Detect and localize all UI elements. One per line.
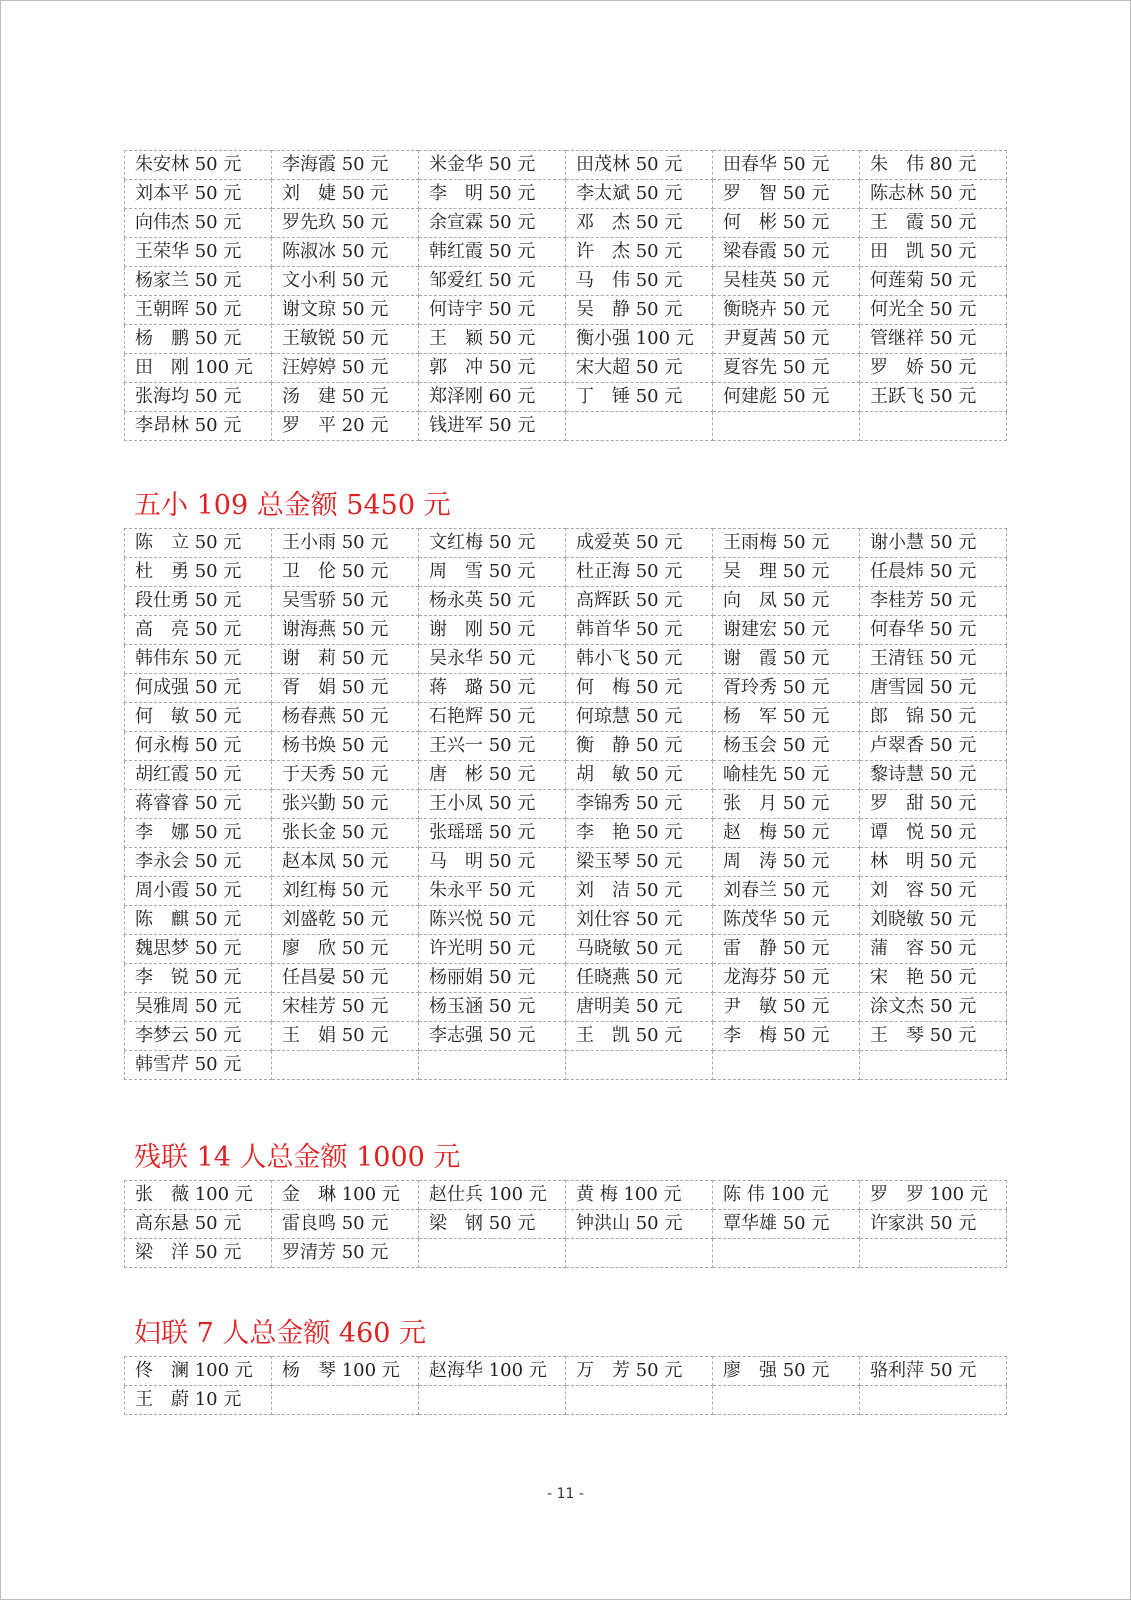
section-heading: 妇联 7 人总金额 460 元 — [134, 1318, 427, 1349]
donor-cell: 佟 澜 100 元 — [125, 1357, 272, 1386]
table-row — [125, 964, 1007, 993]
donor-cell: 马 伟 50 元 — [566, 267, 713, 296]
donor-cell: 李锦秀 50 元 — [566, 790, 713, 819]
donor-cell: 罗 智 50 元 — [713, 180, 860, 209]
donor-cell: 涂文杰 50 元 — [860, 993, 1007, 1022]
donor-cell: 金 琳 100 元 — [272, 1181, 419, 1210]
donor-cell: 覃华雄 50 元 — [713, 1210, 860, 1239]
donor-cell — [566, 1239, 713, 1268]
donor-cell: 吴桂英 50 元 — [713, 267, 860, 296]
donor-cell: 李梦云 50 元 — [125, 1022, 272, 1051]
donor-cell: 郭 冲 50 元 — [419, 354, 566, 383]
donor-cell: 吴永华 50 元 — [419, 645, 566, 674]
donor-cell: 韩首华 50 元 — [566, 616, 713, 645]
donor-cell: 谢海燕 50 元 — [272, 616, 419, 645]
donor-cell: 陈 麒 50 元 — [125, 906, 272, 935]
donor-cell: 卢翠香 50 元 — [860, 732, 1007, 761]
donor-cell: 张 薇 100 元 — [125, 1181, 272, 1210]
donor-cell: 文小利 50 元 — [272, 267, 419, 296]
donor-cell: 何琼慧 50 元 — [566, 703, 713, 732]
donor-cell: 罗 平 20 元 — [272, 412, 419, 441]
donor-cell: 王敏锐 50 元 — [272, 325, 419, 354]
donor-cell: 赵仕兵 100 元 — [419, 1181, 566, 1210]
donor-table — [124, 1356, 1007, 1415]
table-row — [125, 238, 1007, 267]
donor-cell: 宋 艳 50 元 — [860, 964, 1007, 993]
donor-cell: 邹爱红 50 元 — [419, 267, 566, 296]
donor-cell: 梁春霞 50 元 — [713, 238, 860, 267]
donor-cell: 唐雪园 50 元 — [860, 674, 1007, 703]
donor-cell: 雷良鸣 50 元 — [272, 1210, 419, 1239]
donor-cell: 廖 强 50 元 — [713, 1357, 860, 1386]
donor-cell: 赵本凤 50 元 — [272, 848, 419, 877]
donor-cell: 谢 莉 50 元 — [272, 645, 419, 674]
donor-cell: 李 明 50 元 — [419, 180, 566, 209]
donor-cell: 胥玲秀 50 元 — [713, 674, 860, 703]
donor-cell: 宋大超 50 元 — [566, 354, 713, 383]
donor-cell: 钱进军 50 元 — [419, 412, 566, 441]
donor-cell: 陈 伟 100 元 — [713, 1181, 860, 1210]
donor-cell: 李海霞 50 元 — [272, 151, 419, 180]
donor-cell: 成爱英 50 元 — [566, 529, 713, 558]
donor-cell: 王朝晖 50 元 — [125, 296, 272, 325]
section-heading: 残联 14 人总金额 1000 元 — [134, 1142, 461, 1173]
donor-cell: 王雨梅 50 元 — [713, 529, 860, 558]
donor-cell: 何光全 50 元 — [860, 296, 1007, 325]
donor-cell: 刘春兰 50 元 — [713, 877, 860, 906]
donor-cell: 何 敏 50 元 — [125, 703, 272, 732]
donor-cell: 谢建宏 50 元 — [713, 616, 860, 645]
donor-cell: 谢 刚 50 元 — [419, 616, 566, 645]
table-row — [125, 1357, 1007, 1386]
donor-cell: 田茂林 50 元 — [566, 151, 713, 180]
donor-cell: 韩伟东 50 元 — [125, 645, 272, 674]
donor-cell: 许家洪 50 元 — [860, 1210, 1007, 1239]
section-heading: 五小 109 总金额 5450 元 — [134, 490, 451, 521]
donor-section-fulian — [124, 1316, 1007, 1415]
table-row — [125, 209, 1007, 238]
donor-cell: 吴 静 50 元 — [566, 296, 713, 325]
donor-cell: 蒋睿睿 50 元 — [125, 790, 272, 819]
donor-cell: 汪婷婷 50 元 — [272, 354, 419, 383]
donor-cell: 王 娟 50 元 — [272, 1022, 419, 1051]
donor-cell: 宋桂芳 50 元 — [272, 993, 419, 1022]
donor-cell: 朱安林 50 元 — [125, 151, 272, 180]
page-number: - 11 - — [547, 1486, 584, 1502]
donor-cell: 王 蔚 10 元 — [125, 1386, 272, 1415]
donor-cell: 张长金 50 元 — [272, 819, 419, 848]
donor-cell: 马晓敏 50 元 — [566, 935, 713, 964]
donor-cell: 张 月 50 元 — [713, 790, 860, 819]
donor-cell: 王 琴 50 元 — [860, 1022, 1007, 1051]
donor-cell: 罗先玖 50 元 — [272, 209, 419, 238]
donor-cell — [419, 1051, 566, 1080]
donor-cell: 刘 婕 50 元 — [272, 180, 419, 209]
table-row — [125, 558, 1007, 587]
donor-cell: 刘盛乾 50 元 — [272, 906, 419, 935]
donor-cell: 何诗宇 50 元 — [419, 296, 566, 325]
donor-cell: 杨书焕 50 元 — [272, 732, 419, 761]
donor-cell: 李桂芳 50 元 — [860, 587, 1007, 616]
donor-cell: 黄 梅 100 元 — [566, 1181, 713, 1210]
donor-cell: 何 彬 50 元 — [713, 209, 860, 238]
donor-cell: 罗 罗 100 元 — [860, 1181, 1007, 1210]
donor-cell: 高辉跃 50 元 — [566, 587, 713, 616]
donor-cell: 卫 伦 50 元 — [272, 558, 419, 587]
donor-cell: 韩红霞 50 元 — [419, 238, 566, 267]
donor-cell: 周小霞 50 元 — [125, 877, 272, 906]
donor-cell: 杜 勇 50 元 — [125, 558, 272, 587]
donor-cell: 衡晓卉 50 元 — [713, 296, 860, 325]
donor-cell: 刘 容 50 元 — [860, 877, 1007, 906]
donor-cell: 余宣霖 50 元 — [419, 209, 566, 238]
table-row — [125, 645, 1007, 674]
table-row — [125, 616, 1007, 645]
donor-cell: 朱永平 50 元 — [419, 877, 566, 906]
donor-cell: 夏容先 50 元 — [713, 354, 860, 383]
donor-cell: 杨玉涵 50 元 — [419, 993, 566, 1022]
donor-cell: 杨 军 50 元 — [713, 703, 860, 732]
table-row — [125, 180, 1007, 209]
table-row — [125, 354, 1007, 383]
donor-cell: 陈 立 50 元 — [125, 529, 272, 558]
donor-cell: 向伟杰 50 元 — [125, 209, 272, 238]
donor-cell: 邓 杰 50 元 — [566, 209, 713, 238]
donor-cell — [272, 1051, 419, 1080]
donor-cell: 于天秀 50 元 — [272, 761, 419, 790]
donor-cell: 胡 敏 50 元 — [566, 761, 713, 790]
donor-cell: 任晓燕 50 元 — [566, 964, 713, 993]
donor-cell — [419, 1386, 566, 1415]
table-row — [125, 819, 1007, 848]
donor-section-continued — [124, 150, 1007, 441]
table-row — [125, 674, 1007, 703]
table-row — [125, 993, 1007, 1022]
donor-cell: 林 明 50 元 — [860, 848, 1007, 877]
donor-cell: 张兴勤 50 元 — [272, 790, 419, 819]
donor-cell: 王兴一 50 元 — [419, 732, 566, 761]
donor-cell — [860, 1051, 1007, 1080]
donor-section-canlian — [124, 1140, 1007, 1268]
table-row — [125, 703, 1007, 732]
donor-cell: 魏思梦 50 元 — [125, 935, 272, 964]
donor-cell: 万 芳 50 元 — [566, 1357, 713, 1386]
donor-cell: 段仕勇 50 元 — [125, 587, 272, 616]
donor-cell: 何莲菊 50 元 — [860, 267, 1007, 296]
donor-cell: 蒲 容 50 元 — [860, 935, 1007, 964]
donor-cell: 杨 琴 100 元 — [272, 1357, 419, 1386]
donor-cell: 吴雪骄 50 元 — [272, 587, 419, 616]
donor-cell: 王荣华 50 元 — [125, 238, 272, 267]
donor-cell: 丁 锤 50 元 — [566, 383, 713, 412]
donor-cell: 许光明 50 元 — [419, 935, 566, 964]
donor-cell — [566, 412, 713, 441]
table-row — [125, 935, 1007, 964]
donor-cell: 马 明 50 元 — [419, 848, 566, 877]
donor-cell: 王清钰 50 元 — [860, 645, 1007, 674]
donor-cell: 李太斌 50 元 — [566, 180, 713, 209]
donor-cell: 王小雨 50 元 — [272, 529, 419, 558]
donor-cell: 钟洪山 50 元 — [566, 1210, 713, 1239]
donor-cell: 王 霞 50 元 — [860, 209, 1007, 238]
donor-cell: 何成强 50 元 — [125, 674, 272, 703]
donor-table — [124, 150, 1007, 441]
donor-cell — [566, 1051, 713, 1080]
donor-cell: 张瑶瑶 50 元 — [419, 819, 566, 848]
donor-cell: 李 娜 50 元 — [125, 819, 272, 848]
donor-cell: 杨春燕 50 元 — [272, 703, 419, 732]
donor-cell: 郎 锦 50 元 — [860, 703, 1007, 732]
donor-cell: 罗 甜 50 元 — [860, 790, 1007, 819]
donor-cell: 梁 钢 50 元 — [419, 1210, 566, 1239]
donor-cell — [713, 412, 860, 441]
table-row — [125, 296, 1007, 325]
donor-cell: 韩雪芹 50 元 — [125, 1051, 272, 1080]
donor-cell: 王小凤 50 元 — [419, 790, 566, 819]
donor-cell: 吴雅周 50 元 — [125, 993, 272, 1022]
donor-cell: 杨玉会 50 元 — [713, 732, 860, 761]
donor-cell: 郑泽刚 60 元 — [419, 383, 566, 412]
donor-cell: 廖 欣 50 元 — [272, 935, 419, 964]
donor-cell: 田春华 50 元 — [713, 151, 860, 180]
donor-cell: 罗清芳 50 元 — [272, 1239, 419, 1268]
table-row — [125, 761, 1007, 790]
donor-cell: 田 凯 50 元 — [860, 238, 1007, 267]
table-row — [125, 906, 1007, 935]
donor-cell: 杜正海 50 元 — [566, 558, 713, 587]
donor-cell: 刘红梅 50 元 — [272, 877, 419, 906]
donor-cell: 龙海芬 50 元 — [713, 964, 860, 993]
donor-cell: 杨 鹏 50 元 — [125, 325, 272, 354]
table-row — [125, 1210, 1007, 1239]
table-row — [125, 151, 1007, 180]
donor-cell — [272, 1386, 419, 1415]
donor-cell: 何春华 50 元 — [860, 616, 1007, 645]
donor-cell: 唐 彬 50 元 — [419, 761, 566, 790]
donor-cell: 杨丽娟 50 元 — [419, 964, 566, 993]
table-row — [125, 383, 1007, 412]
donor-cell: 刘仕容 50 元 — [566, 906, 713, 935]
donor-cell: 罗 娇 50 元 — [860, 354, 1007, 383]
donor-cell: 陈淑冰 50 元 — [272, 238, 419, 267]
donor-section-wuxiao — [124, 488, 1007, 1080]
donor-cell: 蒋 璐 50 元 — [419, 674, 566, 703]
donor-cell: 陈茂华 50 元 — [713, 906, 860, 935]
donor-cell — [860, 412, 1007, 441]
donor-cell: 王 颖 50 元 — [419, 325, 566, 354]
donor-cell: 赵 梅 50 元 — [713, 819, 860, 848]
donor-table — [124, 1180, 1007, 1268]
donor-cell: 向 凤 50 元 — [713, 587, 860, 616]
donor-cell: 文红梅 50 元 — [419, 529, 566, 558]
table-row — [125, 267, 1007, 296]
donor-cell: 刘晓敏 50 元 — [860, 906, 1007, 935]
table-row — [125, 732, 1007, 761]
donor-cell: 李昂林 50 元 — [125, 412, 272, 441]
donor-cell — [566, 1386, 713, 1415]
donor-cell: 杨永英 50 元 — [419, 587, 566, 616]
table-row — [125, 587, 1007, 616]
donor-cell: 谢小慧 50 元 — [860, 529, 1007, 558]
donor-cell: 李永会 50 元 — [125, 848, 272, 877]
donor-cell: 李 梅 50 元 — [713, 1022, 860, 1051]
donor-cell: 谢文琼 50 元 — [272, 296, 419, 325]
donor-cell: 吴 理 50 元 — [713, 558, 860, 587]
donor-cell: 韩小飞 50 元 — [566, 645, 713, 674]
table-row — [125, 1239, 1007, 1268]
donor-cell: 米金华 50 元 — [419, 151, 566, 180]
donor-cell: 高 亮 50 元 — [125, 616, 272, 645]
donor-cell — [713, 1051, 860, 1080]
table-row — [125, 1181, 1007, 1210]
donor-cell: 周 雪 50 元 — [419, 558, 566, 587]
donor-cell: 黎诗慧 50 元 — [860, 761, 1007, 790]
donor-cell — [860, 1386, 1007, 1415]
donor-cell: 田 刚 100 元 — [125, 354, 272, 383]
table-row — [125, 412, 1007, 441]
donor-cell: 唐明美 50 元 — [566, 993, 713, 1022]
donor-cell: 尹夏茜 50 元 — [713, 325, 860, 354]
donor-cell — [713, 1239, 860, 1268]
table-row — [125, 848, 1007, 877]
donor-cell: 汤 建 50 元 — [272, 383, 419, 412]
donor-cell: 赵海华 100 元 — [419, 1357, 566, 1386]
donor-cell: 尹 敏 50 元 — [713, 993, 860, 1022]
donor-cell: 梁 洋 50 元 — [125, 1239, 272, 1268]
donor-cell: 李 锐 50 元 — [125, 964, 272, 993]
donor-cell: 管继祥 50 元 — [860, 325, 1007, 354]
table-row — [125, 790, 1007, 819]
donor-cell: 衡 静 50 元 — [566, 732, 713, 761]
donor-cell: 许 杰 50 元 — [566, 238, 713, 267]
donor-cell: 张海均 50 元 — [125, 383, 272, 412]
donor-cell: 何建彪 50 元 — [713, 383, 860, 412]
donor-cell: 胥 娟 50 元 — [272, 674, 419, 703]
donor-cell: 雷 静 50 元 — [713, 935, 860, 964]
table-row — [125, 529, 1007, 558]
donor-cell: 何永梅 50 元 — [125, 732, 272, 761]
donor-cell — [713, 1386, 860, 1415]
donor-cell: 任昌晏 50 元 — [272, 964, 419, 993]
donor-table — [124, 528, 1007, 1080]
donor-cell: 何 梅 50 元 — [566, 674, 713, 703]
donor-cell: 衡小强 100 元 — [566, 325, 713, 354]
donor-cell — [860, 1239, 1007, 1268]
donor-cell: 朱 伟 80 元 — [860, 151, 1007, 180]
donor-cell: 刘本平 50 元 — [125, 180, 272, 209]
donor-cell: 周 涛 50 元 — [713, 848, 860, 877]
donor-cell: 陈兴悦 50 元 — [419, 906, 566, 935]
donor-cell: 陈志林 50 元 — [860, 180, 1007, 209]
donor-cell: 刘 洁 50 元 — [566, 877, 713, 906]
table-row — [125, 1386, 1007, 1415]
donor-cell: 梁玉琴 50 元 — [566, 848, 713, 877]
donor-cell: 谢 霞 50 元 — [713, 645, 860, 674]
table-row — [125, 325, 1007, 354]
donor-cell: 杨家兰 50 元 — [125, 267, 272, 296]
table-row — [125, 877, 1007, 906]
donor-cell: 石艳辉 50 元 — [419, 703, 566, 732]
donor-cell: 王跃飞 50 元 — [860, 383, 1007, 412]
donor-cell: 任晨炜 50 元 — [860, 558, 1007, 587]
donor-cell — [419, 1239, 566, 1268]
table-row — [125, 1022, 1007, 1051]
donor-cell: 李志强 50 元 — [419, 1022, 566, 1051]
donor-cell: 骆利萍 50 元 — [860, 1357, 1007, 1386]
donor-cell: 李 艳 50 元 — [566, 819, 713, 848]
donor-cell: 谭 悦 50 元 — [860, 819, 1007, 848]
donor-cell: 高东悬 50 元 — [125, 1210, 272, 1239]
donor-cell: 王 凯 50 元 — [566, 1022, 713, 1051]
table-row — [125, 1051, 1007, 1080]
donor-cell: 喻桂先 50 元 — [713, 761, 860, 790]
donor-cell: 胡红霞 50 元 — [125, 761, 272, 790]
